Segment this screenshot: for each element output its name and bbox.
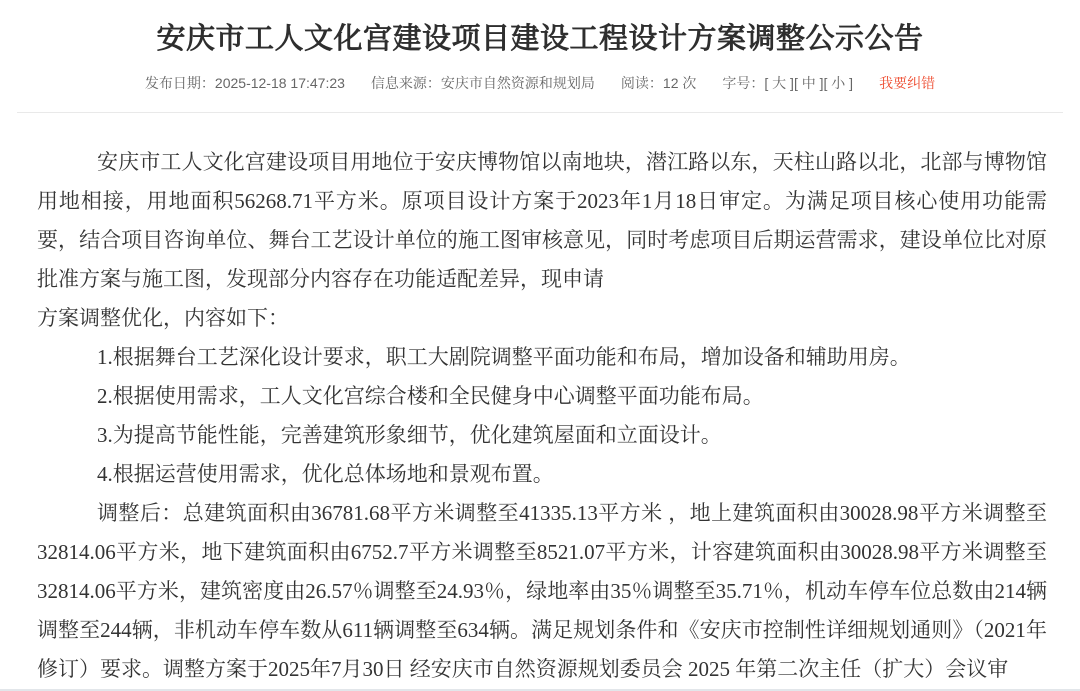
error-correction-link[interactable]: 我要纠错 <box>879 75 936 91</box>
page-title: 安庆市工人文化宫建设项目建设工程设计方案调整公示公告 <box>156 23 924 55</box>
body-paragraph-lead-in: 方案调整优化，内容如下： <box>37 306 289 330</box>
body-list-item-4: 4.根据运营使用需求，优化总体场地和景观布置。 <box>97 462 554 486</box>
article-meta-bar <box>0 73 1080 93</box>
publish-date: 发布日期：2025-12-18 17:47:23 <box>144 75 345 91</box>
info-source: 信息来源：安庆市自然资源和规划局 <box>370 75 595 91</box>
article-body <box>37 143 1047 689</box>
font-size-small-button[interactable]: [ 小 ] <box>823 75 854 91</box>
body-paragraph-adjusted-figures: 调整后：总建筑面积由36781.68平方米调整至41335.13平方米 ，地上建筑面积由30028.98平方米调整至32814.06平方米，地下建筑面积由6752.7平方米调整至8521.07平方米，计容建筑面积由30028.98平方米调整至32814.06平方米，建筑密度由26.57％调整至24.93％，绿地率由35％调整至35.71％，机动车停车位总数由214辆调整至244辆，非机动车停车数从611辆调整至634辆。满足规划条件和《安庆市控制性详细规划通则》（2021年修订）要求。调整方案于2025年7月30日 经安庆市自然资源规划委员会 2025 年第二次主任（扩大）会议审 <box>37 501 1047 681</box>
font-size-medium-button[interactable]: [ 中 ] <box>793 75 824 91</box>
body-paragraph-intro: 安庆市工人文化宫建设项目用地位于安庆博物馆以南地块，潜江路以东，天柱山路以北，北部与博物馆用地相接，用地面积56268.71平方米。原项目设计方案于2023年1月18日审定。为满足项目核心使用功能需要，结合项目咨询单位、舞台工艺设计单位的施工图审核意见，同时考虑项目后期运营需求，建设单位比对原批准方案与施工图，发现部分内容存在功能适配差异，现申请 <box>37 150 1047 291</box>
body-list-item-2: 2.根据使用需求，工人文化宫综合楼和全民健身中心调整平面功能布局。 <box>97 384 764 408</box>
read-count: 阅读：12 次 <box>620 75 697 91</box>
font-size-controls <box>722 73 853 93</box>
font-size-large-button[interactable]: [ 大 ] <box>764 75 794 91</box>
header-divider <box>17 112 1063 113</box>
body-list-item-3: 3.为提高节能性能，完善建筑形象细节，优化建筑屋面和立面设计。 <box>97 423 722 447</box>
body-list-item-1: 1.根据舞台工艺深化设计要求，职工大剧院调整平面功能和布局，增加设备和辅助用房。 <box>97 345 911 369</box>
font-size-label: 字号： <box>722 75 765 91</box>
